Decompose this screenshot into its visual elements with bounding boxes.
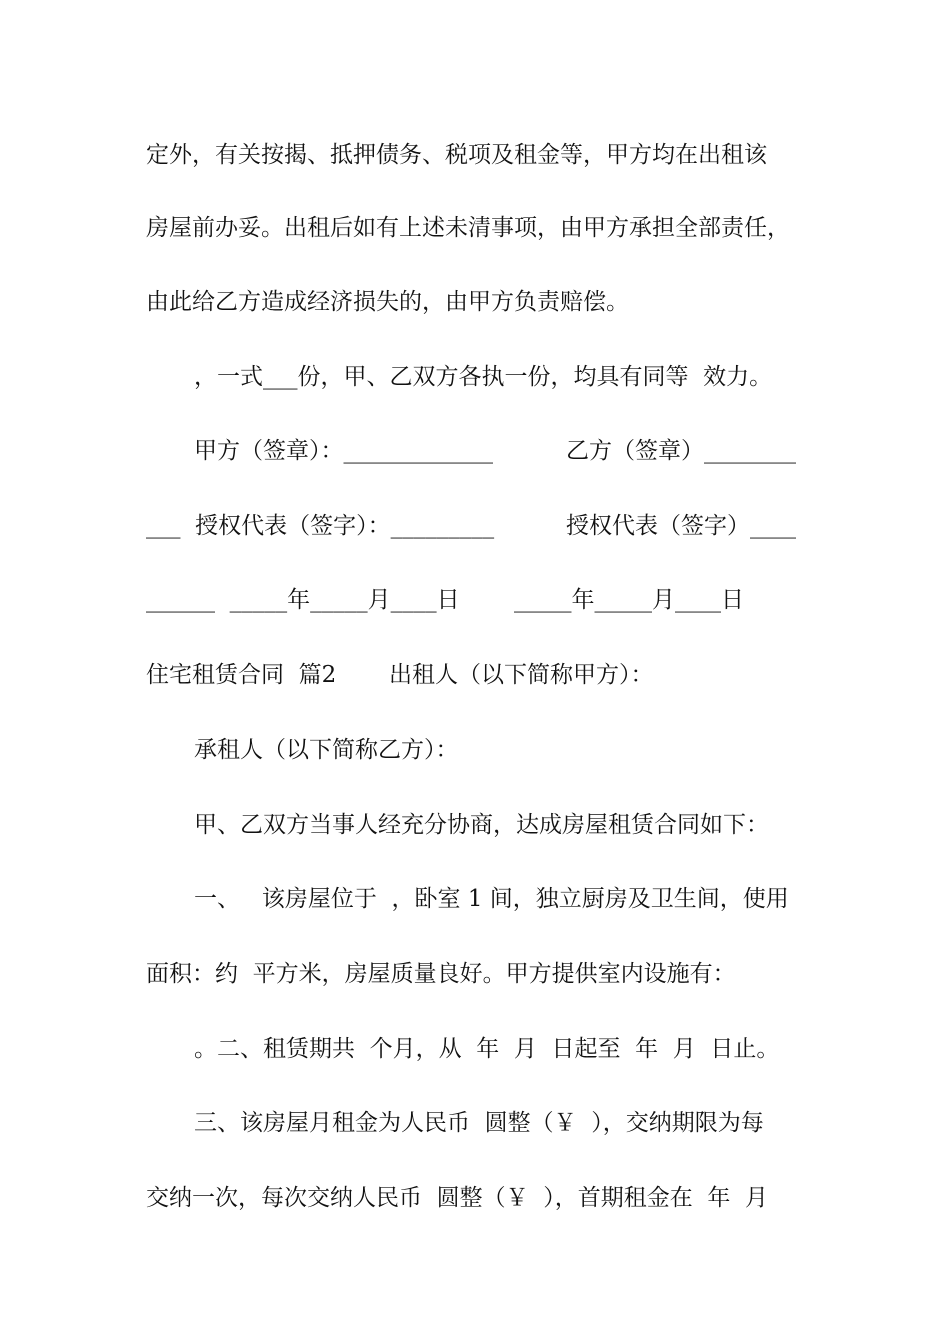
party-b-signature: 乙方（签章）________ [566,438,796,464]
paragraph-line: 定外，有关按揭、抵押债务、税项及租金等，甲方均在出租该 [146,142,767,168]
party-b-representative: 授权代表（签字）____ [566,513,796,539]
intro-line: 甲、乙双方当事人经充分协商，达成房屋租赁合同如下： [194,812,769,838]
party-a-representative: ___ 授权代表（签字）：_________ [146,513,495,539]
party-b-date: _____年_____月____日 [514,587,744,613]
clause-3-continued: 交纳一次，每次交纳人民币 圆整（￥ ），首期租金在 年 月 [146,1185,768,1211]
copies-clause: ，一式___份，甲、乙双方各执一份，均具有同等 效力。 [194,364,773,390]
lessee-line: 承租人（以下简称乙方）： [194,737,459,763]
clause-1-line: 一、 该房屋位于 ，卧室 1 间，独立厨房及卫生间，使用 [194,886,789,912]
section-heading: 住宅租赁合同 篇2 [146,662,337,688]
party-a-date: ______ _____年_____月____日 [146,587,460,613]
clause-2-line: 。二、租赁期共 个月，从 年 月 日起至 年 月 日止。 [194,1036,780,1062]
clause-1-continued: 面积：约 平方米，房屋质量良好。甲方提供室内设施有： [146,961,736,987]
lessor-line: 出租人（以下简称甲方）： [389,662,654,688]
paragraph-line: 由此给乙方造成经济损失的，由甲方负责赔偿。 [146,289,629,315]
party-a-signature: 甲方（签章）：_____________ [194,438,493,464]
paragraph-line: 房屋前办妥。出租后如有上述未清事项，由甲方承担全部责任， [146,215,790,241]
clause-3-line: 三、该房屋月租金为人民币 圆整（￥ ），交纳期限为每 [194,1110,764,1136]
